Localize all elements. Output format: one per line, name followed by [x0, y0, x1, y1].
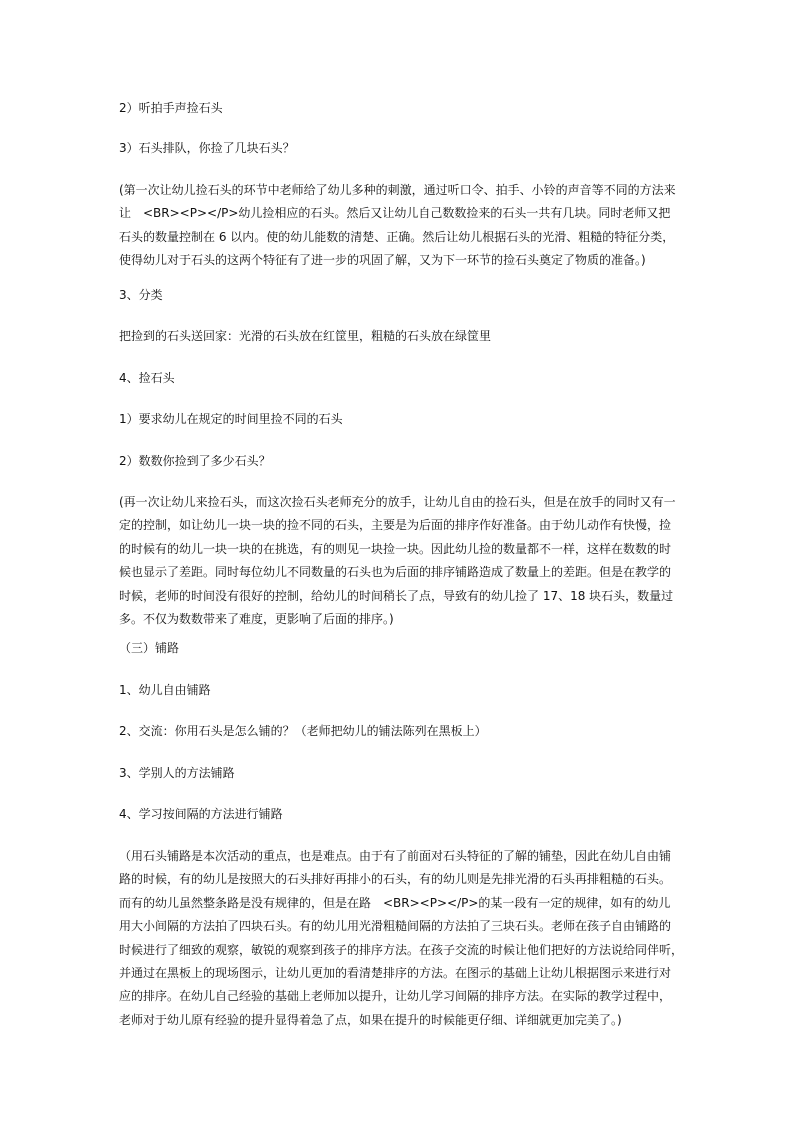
text-line: 2）数数你捡到了多少石头？ [119, 454, 271, 468]
text-line: 时候进行了细致的观察，敏锐的观察到孩子的排序方法。在孩子交流的时候让他们把好的方法说给同伴听， [119, 942, 684, 957]
text-line: 4、捡石头 [119, 371, 175, 385]
text-line: 把捡到的石头送回家：光滑的石头放在红筐里，粗糙的石头放在绿筐里 [119, 329, 492, 343]
text-line: 多。不仅为数数带来了难度，更影响了后面的排序。) [119, 611, 394, 626]
text-line: 用大小间隔的方法拍了四块石头。有的幼儿用光滑粗糙间隔的方法拍了三块石头。老师在孩子自由铺路的 [119, 919, 672, 934]
text-line: 而有的幼儿虽然整条路是没有规律的，但是在路 <BR><P></P>的某一段有一定的规律，如有的幼儿 [119, 895, 671, 910]
text-line: 应的排序。在幼儿自己经验的基础上老师加以提升，让幼儿学习间隔的排序方法。在实际的教学过程中， [119, 989, 672, 1004]
step-exchange [119, 724, 487, 738]
step-interval-paving [119, 807, 283, 821]
text-line: 的时候有的幼儿一块一块的在挑选，有的则见一块捡一块。因此幼儿捡的数量都不一样，这样在数数的时 [119, 541, 672, 556]
text-line: 3、学别人的方法铺路 [119, 766, 235, 780]
classify-instruction [119, 329, 491, 343]
text-line: 并通过在黑板上的现场图示，让幼儿更加的看清楚排序的方法。在图示的基础上让幼儿根据图示来进行对 [119, 965, 672, 980]
step-learn-others [119, 766, 235, 780]
section-classify-heading [119, 288, 163, 302]
step-pick-in-time [119, 412, 343, 426]
text-line: 4、学习按间隔的方法进行铺路 [119, 807, 283, 821]
text-line: （三）铺路 [119, 641, 180, 655]
text-line: 1）要求幼儿在规定的时间里捡不同的石头 [119, 412, 343, 426]
text-line: 使得幼儿对于石头的这两个特征有了进一步的巩固了解，又为下一环节的捡石头奠定了物质的准备。) [119, 253, 646, 268]
section-paving-heading [119, 641, 179, 655]
text-line: 路的时候，有的幼儿是按照大的石头排好再排小的石头，有的幼儿则是先排光滑的石头再排粗糙的石头。 [119, 872, 672, 887]
commentary-paragraph-1 [119, 179, 679, 273]
text-line: 老师对于幼儿原有经验的提升显得着急了点，如果在提升的时候能更仔细、详细就更加完美了。) [119, 1012, 622, 1027]
text-line: 石头的数量控制在 6 以内。使的幼儿能数的清楚、正确。然后让幼儿根据石头的光滑、粗糙的特征分类， [119, 229, 675, 244]
text-line: 2、交流：你用石头是怎么铺的？（老师把幼儿的铺法陈列在黑板上） [119, 724, 487, 738]
text-line: 候也显示了差距。同时每位幼儿不同数量的石头也为后面的排序铺路造成了数量上的差距。但是在教学的 [119, 565, 672, 580]
commentary-paragraph-3 [119, 845, 684, 1032]
text-line: （用石头铺路是本次活动的重点，也是难点。由于有了前面对石头特征的了解的铺垫，因此在幼儿自由铺 [119, 849, 672, 863]
text-line: 3）石头排队，你捡了几块石头？ [119, 141, 295, 155]
commentary-paragraph-2 [119, 491, 679, 631]
section-pick-stones-heading [119, 371, 175, 385]
text-line: (再一次让幼儿来捡石头，而这次捡石头老师充分的放手，让幼儿自由的捡石头，但是在放手的同时又有一 [119, 495, 676, 509]
step-count-stones [119, 454, 271, 468]
text-line: 定的控制，如让幼儿一块一块的捡不同的石头，主要是为后面的排序作好准备。由于幼儿动作有快慢，捡 [119, 518, 672, 533]
text-line: 时候，老师的时间没有很好的控制，给幼儿的时间稍长了点，导致有的幼儿捡了 17、18 块石头，数量过 [119, 588, 674, 603]
step-listen-clap [119, 101, 223, 115]
step-free-paving [119, 683, 211, 697]
text-line: 3、分类 [119, 288, 163, 302]
step-stones-queue [119, 141, 295, 155]
text-line: (第一次让幼儿捡石头的环节中老师给了幼儿多种的刺激，通过听口令、拍手、小铃的声音等不同的方法来 [119, 183, 676, 197]
text-line: 2）听拍手声捡石头 [119, 101, 223, 115]
text-line: 1、幼儿自由铺路 [119, 683, 211, 697]
text-line: 让 <BR><P></P>幼儿捡相应的石头。然后又让幼儿自己数数捡来的石头一共有几块。同时老师又把 [119, 206, 671, 221]
